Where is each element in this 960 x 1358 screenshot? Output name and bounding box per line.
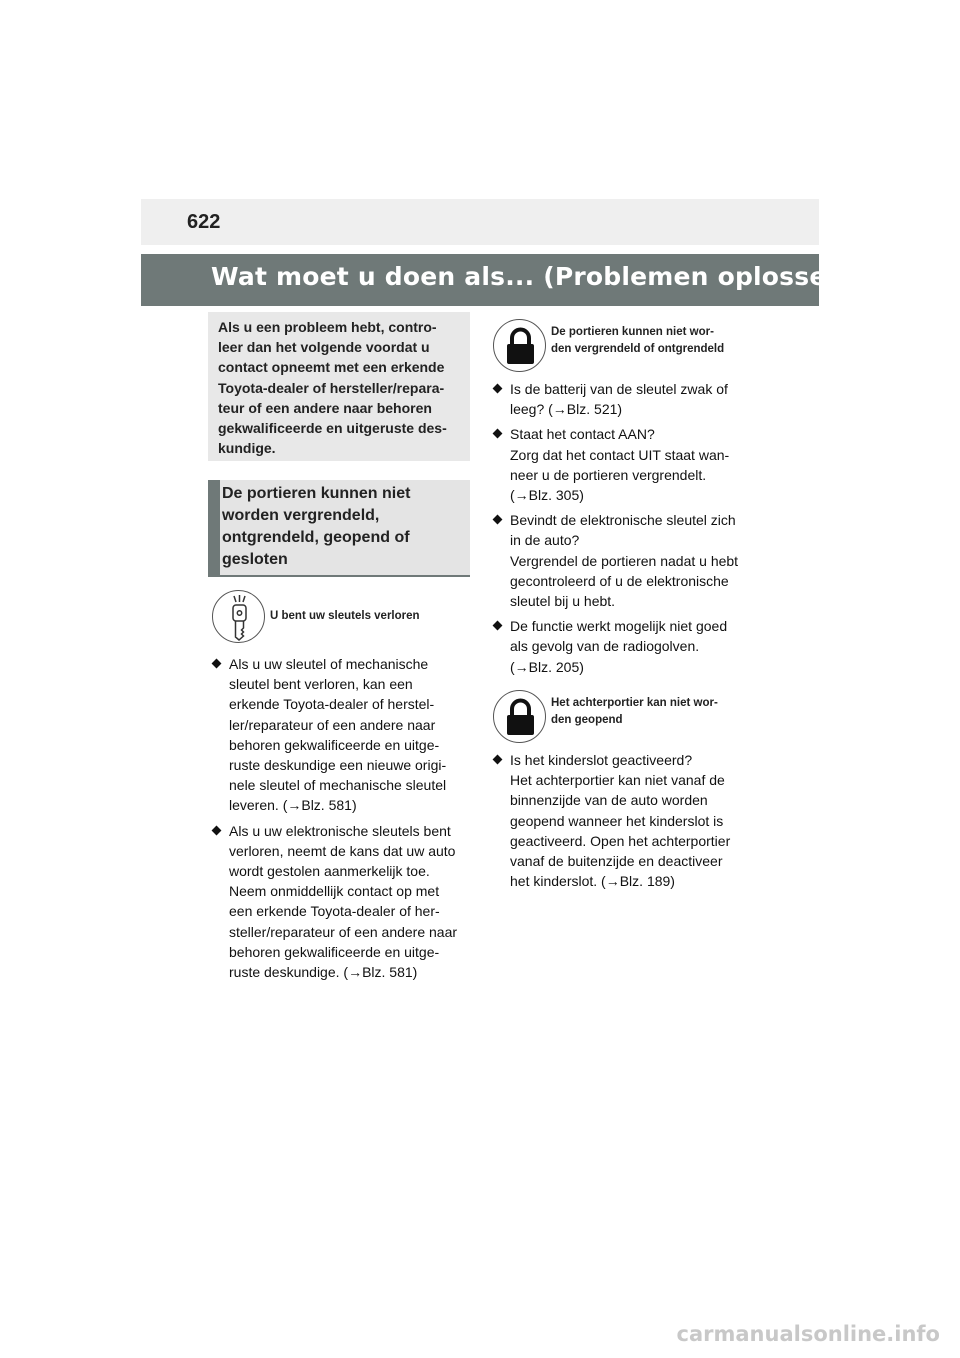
section-accent-bar (208, 480, 220, 575)
subsection-label: Het achterportier kan niet wor- den geopend (551, 697, 718, 726)
rear-door-list (493, 750, 763, 896)
list-item: Is het kinderslot geactiveerd? Het achterportier kan niet vanaf de binnenzijde van de auto worden geopend wanneer het kinderslot is geactiveerd. Open het achterportier vanaf de buitenzijde en deactiveer het kinderslot. (→Blz. 189) (493, 750, 763, 891)
list-item: Staat het contact AAN? Zorg dat het contact UIT staat wan- neer u de portieren vergrendelt. (→Blz. 305) (493, 424, 763, 505)
list-item: Is de batterij van de sleutel zwak of leeg? (→Blz. 521) (493, 379, 763, 419)
title-bar (141, 254, 857, 306)
intro-text: Als u een probleem hebt, contro- leer dan het volgende voordat u contact opneemt met een erkende Toyota-dealer of hersteller/repara- teur of een andere naar behoren gekwalificeerde en uitgeruste des- kundige. (218, 319, 447, 457)
section-heading (208, 480, 470, 577)
subsection-doors-lock (493, 319, 753, 377)
key-icon (212, 590, 265, 643)
keys-lost-list (212, 654, 474, 987)
subsection-label: De portieren kunnen niet wor- den vergrendeld of ontgrendeld (551, 326, 725, 355)
list-item: De functie werkt mogelijk niet goed als gevolg van de radiogolven. (→Blz. 205) (493, 616, 763, 677)
subsection-keys-lost (212, 590, 472, 648)
lock-icon (493, 319, 546, 372)
section-title: De portieren kunnen niet worden vergrendeld, ontgrendeld, geopend of gesloten (222, 485, 411, 568)
page-title: Wat moet u doen als... (Problemen oplossen) (211, 262, 857, 291)
lock-icon (493, 690, 546, 743)
subsection-label: U bent uw sleutels verloren (270, 610, 420, 622)
list-item: Als u uw sleutel of mechanische sleutel bent verloren, kan een erkende Toyota-dealer of herstel- ler/reparateur of een andere naar behoren gekwalificeerde en uitge- ruste deskundige een nieuwe origi- nele sleutel of mechanische sleutel leveren. (→Blz. 581) (212, 654, 474, 816)
watermark: carmanualsonline.info (676, 1322, 940, 1346)
list-item: Als u uw elektronische sleutels bent verloren, neemt de kans dat uw auto wordt gestolen aanmerkelijk toe. Neem onmiddellijk contact op met een erkende Toyota-dealer of her- steller/reparateur of een andere naar behoren gekwalificeerde en uitge- ruste deskundige. (→Blz. 581) (212, 821, 474, 983)
list-item: Bevindt de elektronische sleutel zich in de auto? Vergrendel de portieren nadat u hebt gecontroleerd of u de elektronische sleutel bij u hebt. (493, 510, 763, 611)
page-number-bar (141, 199, 819, 245)
doors-lock-list (493, 379, 763, 682)
page-number: 622 (187, 211, 221, 233)
intro-box (208, 312, 470, 461)
subsection-rear-door (493, 690, 753, 748)
